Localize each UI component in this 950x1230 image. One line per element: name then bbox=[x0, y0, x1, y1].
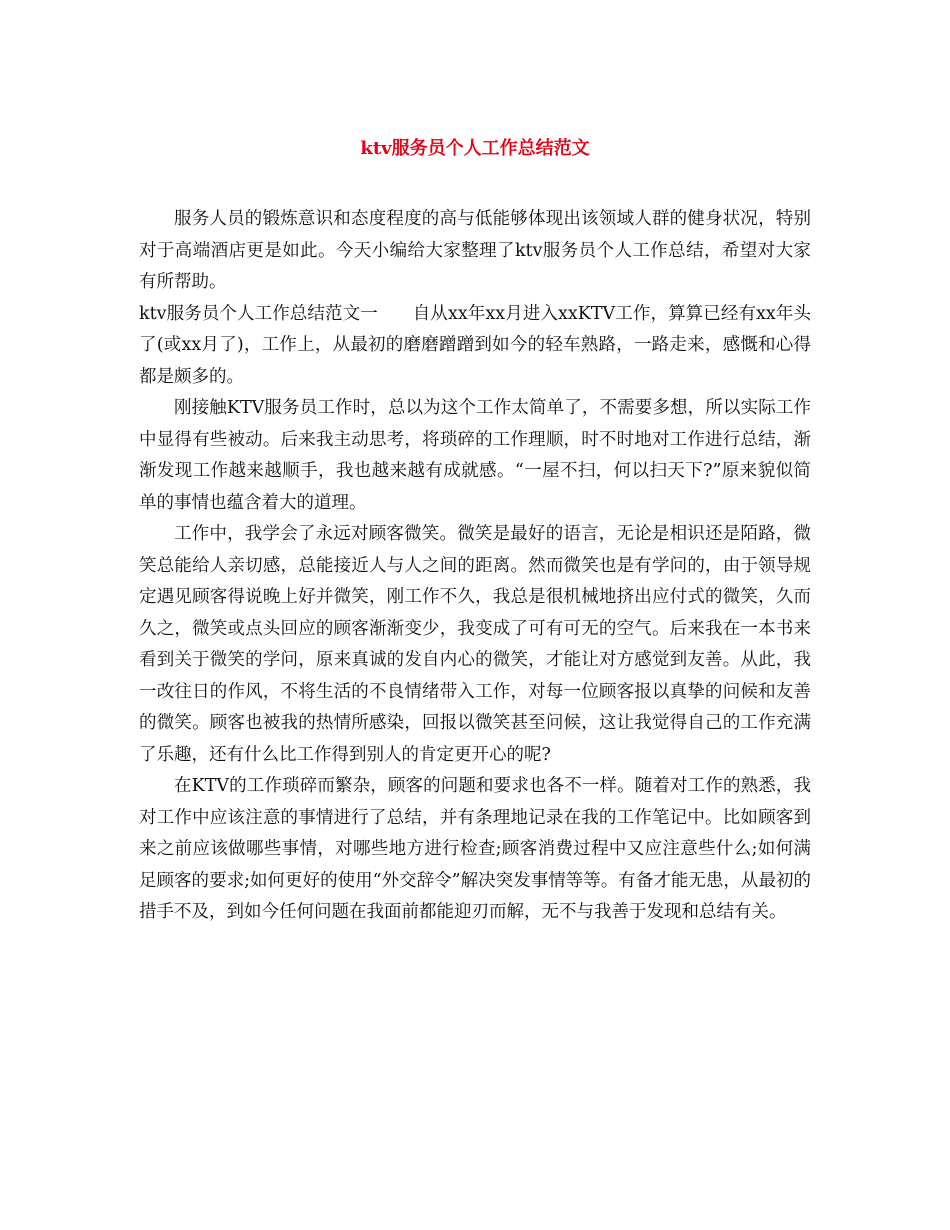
body-paragraph-3: 在KTV的工作琐碎而繁杂，顾客的问题和要求也各不一样。随着对工作的熟悉，我对工作中应该注意的事情进行了总结，并有条理地记录在我的工作笔记中。比如顾客到来之前应该做哪些事情，对哪些地方进行检查;顾客消费过程中又应注意些什么;如何满足顾客的要求;如何更好的使用“外交辞令”解决突发事情等等。有备才能无患，从最初的措手不及，到如今任何问题在我面前都能迎刃而解，无不与我善于发现和总结有关。 bbox=[139, 776, 811, 922]
section-paragraph bbox=[139, 299, 811, 394]
body-paragraph-1: 刚接触KTV服务员工作时，总以为这个工作太简单了，不需要多想，所以实际工作中显得有些被动。后来我主动思考，将琐碎的工作理顺，时不时地对工作进行总结，渐渐发现工作越来越顺手，我也越来越有成就感。“一屋不扫，何以扫天下?”原来貌似简单的事情也蕴含着大的道理。 bbox=[139, 398, 811, 513]
section-lead-text: 自从xx年xx月进入xxKTV工作，算算已经有xx年头了(或xx月了)，工作上，从最初的磨磨蹭蹭到如今的轻车熟路，一路走来，感慨和心得都是颇多的。 bbox=[139, 303, 811, 387]
body-paragraph-2: 工作中，我学会了永远对顾客微笑。微笑是最好的语言，无论是相识还是陌路，微笑总能给人亲切感，总能接近人与人之间的距离。然而微笑也是有学问的，由于领导规定遇见顾客得说晚上好并微笑，刚工作不久，我总是很机械地挤出应付式的微笑，久而久之，微笑或点头回应的顾客渐渐变少，我变成了可有可无的空气。后来我在一本书来看到关于微笑的学问，原来真诚的发自内心的微笑，才能让对方感觉到友善。从此，我一改往日的作风，不将生活的不良情绪带入工作，对每一位顾客报以真挚的问候和友善的微笑。顾客也被我的热情所感染，回报以微笑甚至问候，这让我觉得自己的工作充满了乐趣，还有什么比工作得到别人的肯定更开心的呢? bbox=[139, 524, 811, 765]
document-title: ktv服务员个人工作总结范文 bbox=[360, 138, 590, 159]
section-heading: ktv服务员个人工作总结范文一 bbox=[139, 303, 378, 324]
intro-paragraph: 服务人员的锻炼意识和态度程度的高与低能够体现出该领域人群的健身状况，特别对于高端酒店更是如此。今天小编给大家整理了ktv服务员个人工作总结，希望对大家有所帮助。 bbox=[139, 209, 811, 292]
document-body bbox=[139, 204, 811, 929]
